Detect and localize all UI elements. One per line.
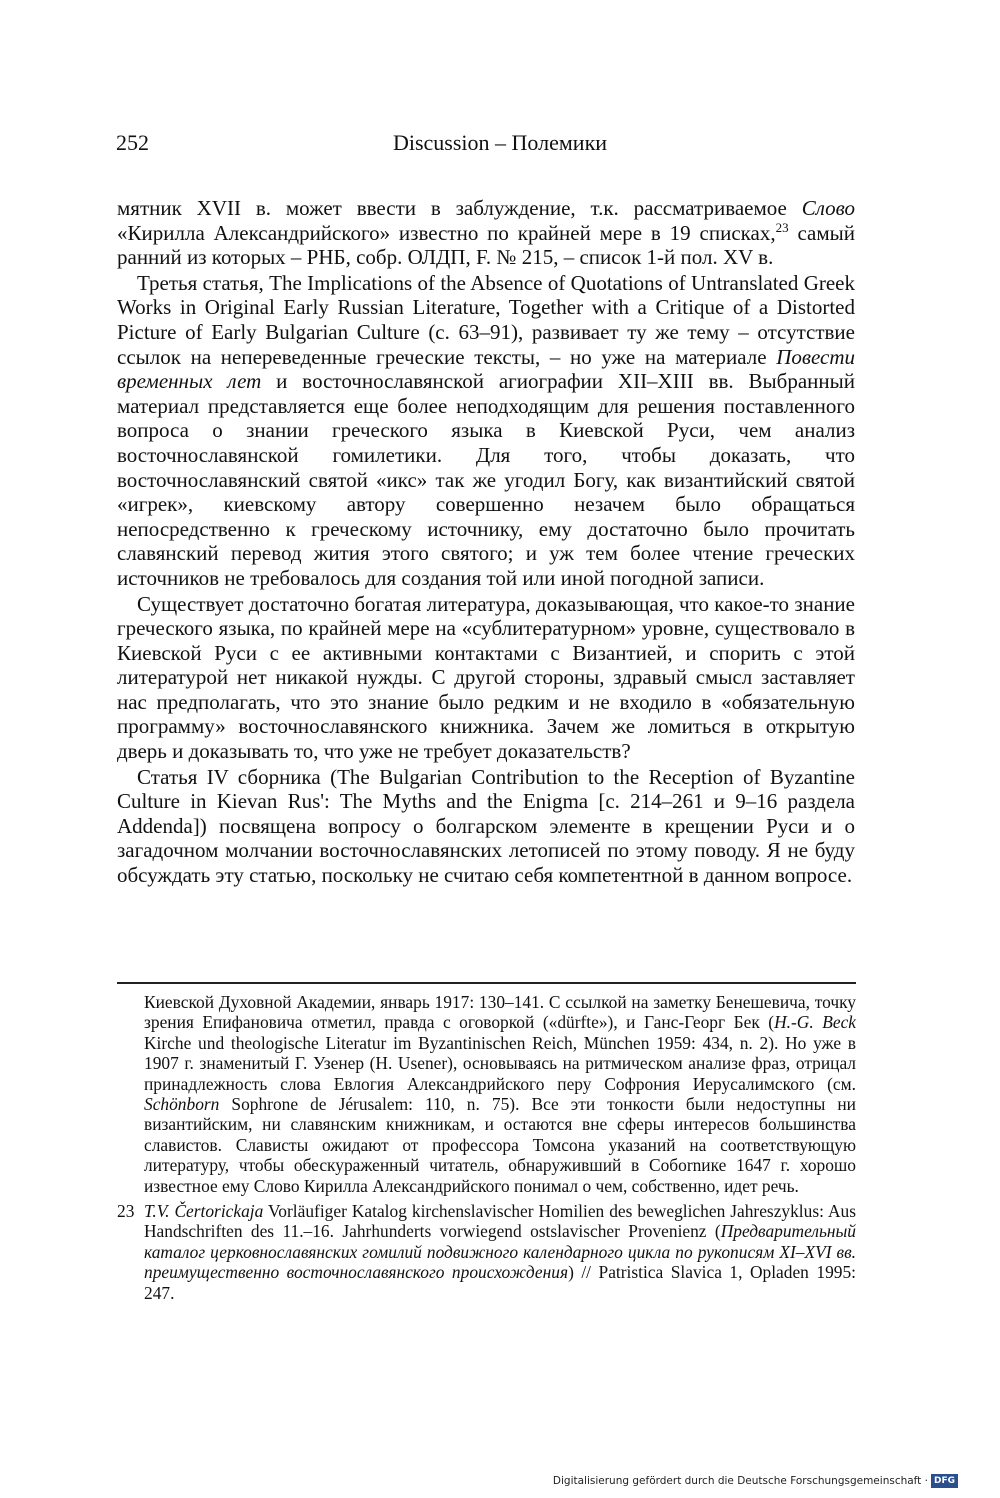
fn-cont-text-c: Kirche und theologische Literatur im Byzantinischen Reich, München 1959: 434, n. 2). Но уже в 1907 г. знаменитый Г. Узенер (H. Usener), основываясь на ритмическом анализе фраз, отрицал принадлежность слова Евлогия Александрийского перу Софрония Иерусалимского (см.: [144, 1032, 856, 1094]
fn-cont-text-a: Киевской Духовной Академии, январь 1917: 130–141. С ссылкой на заметку Бенешевича, точку зрения Епифановича отметил, правда с оговоркой («dürfte»), и Ганс-Георг Бек (: [144, 992, 856, 1033]
dfg-logo-icon: DFG: [931, 1474, 958, 1488]
footnote-ref-23[interactable]: 23: [775, 219, 789, 235]
p1-text-a: мятник XVII в. может ввести в заблуждение, т.к. рассматриваемое: [117, 196, 802, 220]
fn23-text-b: Vorläufiger Katalog kirchenslavischer Homilien des beweglichen Jahreszyklus: Aus Handschriften des 11.–16. Jahrhunderts vorwiegend ostslavischer Provenienz (: [144, 1201, 856, 1242]
p1-italic-title: Слово: [801, 196, 855, 220]
fn-cont-text-e: Sophrone de Jérusalem: 110, n. 75). Все эти тонкости были недоступны ни византийским, ни славянским книжникам, и остаются вне сферы интересов большинства славистов. Слависты ожидают от профессора Томсона указаний на соответствующую литературу, чтобы обескураженный читатель, обнаруживший в Собornике 1647 г. хорошо известное ему Слово Кирилла Александрийского понимал о чем, собственно, идет речь.: [144, 1094, 856, 1196]
running-head: Discussion – Полемики: [392, 130, 608, 155]
p1-text-c: «Кирилла Александрийского» известно по крайней мере в 19 списках,: [117, 220, 776, 245]
paragraph-1: [117, 196, 855, 270]
p1-text-d: самый ранний из которых – РНБ, собр. ОЛДП, F. № 215, – список 1-й пол. XV в.: [117, 220, 855, 270]
footnote-divider: [117, 982, 856, 984]
fn-cont-italic-schonborn: Schönborn: [144, 1094, 220, 1115]
body-text: [117, 196, 855, 888]
credit-text: Digitalisierung gefördert durch die Deutsche Forschungsgemeinschaft ·: [552, 1475, 928, 1487]
footnote-23: [117, 1201, 856, 1303]
footnotes: [117, 992, 856, 1303]
footnote-number: 23: [117, 1201, 135, 1222]
paragraph-4: Статья IV сборника (The Bulgarian Contribution to the Reception of Byzantine Culture in Kievan Rus': The Myths and the Enigma [с. 214–261 и 9–16 раздела Addenda]) посвящена вопросу о болгарском элементе в крещении Руси и о загадочном молчании восточнославянских летописей по этому поводу. Я не буду обсуждать эту статью, поскольку не считаю себя компетентной в данном вопросе.: [117, 764, 855, 888]
p2-text-c: и восточнославянской агиографии XII–XIII вв. Выбранный материал представляется еще более неподходящим для решения поставленного вопроса о знании греческого языка в Киевской Руси, чем анализ восточнославянской гомилетики. Для того, чтобы доказать, что восточнославянский святой «икс» так же угодил Богу, как византийский святой «игрек», киевскому автору совершенно незачем было обращаться непосредственно к греческому источнику, ему достаточно было прочитать славянский перевод жития этого святого; и уж тем более чтение греческих источников не требовалось для создания той или иной погодной записи.: [117, 369, 856, 590]
fn23-italic-author: T.V. Čertorickaja: [144, 1201, 264, 1222]
p2-italic-title: Повести временных лет: [117, 344, 855, 394]
fn-cont-italic-beck: H.-G. Beck: [774, 1012, 857, 1033]
page-number: 252: [116, 130, 149, 155]
fn23-text-d: ) // Patristica Slavica 1, Opladen 1995: 247.: [144, 1262, 856, 1303]
digitization-credit: [553, 1474, 958, 1488]
footnote-text: [144, 1201, 856, 1303]
paragraph-2: [117, 271, 855, 591]
p2-text-a: Третья статья, The Implications of the Absence of Quotations of Untranslated Greek Works in Original Early Russian Literature, Together with a Critique of a Distorted Picture of Early Bulgarian Culture (с. 63–91), развивает ту же тему – отсутствие ссылок на непереведенные греческие тексты, – но уже на материале: [117, 270, 855, 369]
paragraph-3: Существует достаточно богатая литература, доказывающая, что какое-то знание греческого языка, по крайней мере на «сублитературном» уровне, существовало в Киевской Руси с ее активными контактами с Византией, и спорить с этой литературой нет никакой нужды. С другой стороны, здравый смысл заставляет нас предполагать, что это знание было редким и не входило в «обязательную программу» восточнославянского книжника. Зачем же ломиться в открытую дверь и доказывать то, что уже не требует доказательств?: [117, 591, 855, 764]
footnote-continuation: [144, 992, 856, 1196]
fn23-italic-russian-title: Предварительный каталог церковнославянских гомилий подвижного календарного цикла по рукописям XI–XVI вв. преимущественно восточнославянского происхождения: [144, 1221, 856, 1283]
